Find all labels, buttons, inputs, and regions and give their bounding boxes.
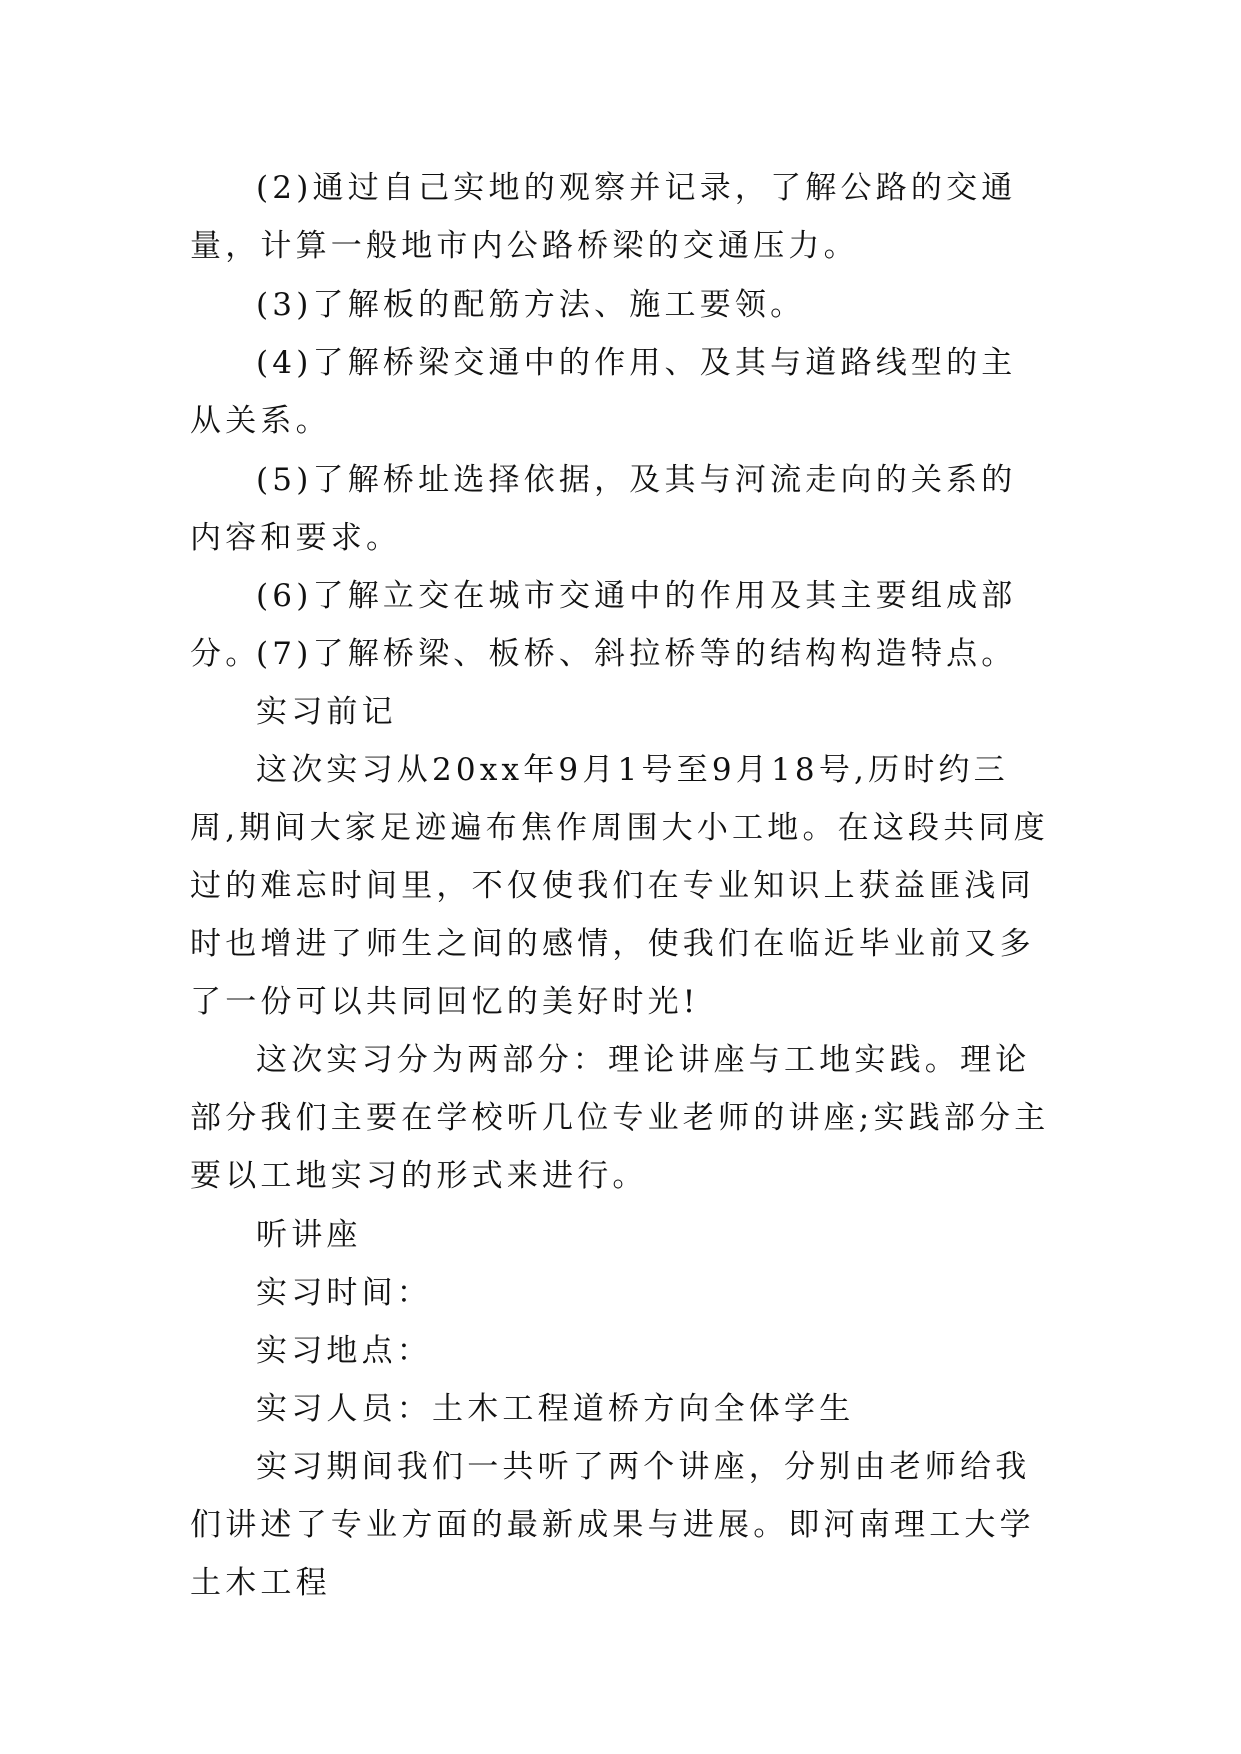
paragraph-objective-5: (5)了解桥址选择依据，及其与河流走向的关系的内容和要求。 <box>190 462 1017 556</box>
paragraph-objective-4: (4)了解桥梁交通中的作用、及其与道路线型的主从关系。 <box>190 345 1017 439</box>
paragraph-preface-intro: 这次实习从20xx年9月1号至9月18号,历时约三周,期间大家足迹遍布焦作周围大小工地。在这段共同度过的难忘时间里，不仅使我们在专业知识上获益匪浅同时也增进了师生之间的感情，使我们在临近毕业前又多了一份可以共同回忆的美好时光! <box>190 752 1049 1020</box>
field-internship-time: 实习时间： <box>256 1275 432 1311</box>
paragraph-objective-3: (3)了解板的配筋方法、施工要领。 <box>256 287 806 323</box>
section-heading-lectures: 听讲座 <box>256 1217 362 1253</box>
field-internship-location: 实习地点： <box>256 1333 432 1369</box>
paragraph-objective-2: (2)通过自己实地的观察并记录，了解公路的交通量，计算一般地市内公路桥梁的交通压力。 <box>190 170 1017 264</box>
paragraph-preface-structure: 这次实习分为两部分：理论讲座与工地实践。理论部分我们主要在学校听几位专业老师的讲座;实践部分主要以工地实习的形式来进行。 <box>190 1042 1050 1194</box>
paragraph-objective-6: (6)了解立交在城市交通中的作用及其主要组成部分。 <box>190 578 1017 672</box>
paragraph-lectures-summary: 实习期间我们一共听了两个讲座，分别由老师给我们讲述了专业方面的最新成果与进展。即河南理工大学土木工程 <box>190 1449 1035 1601</box>
section-heading-preface: 实习前记 <box>256 694 397 730</box>
field-internship-participants: 实习人员：土木工程道桥方向全体学生 <box>256 1391 855 1427</box>
paragraph-objective-7: (7)了解桥梁、板桥、斜拉桥等的结构构造特点。 <box>256 636 1017 672</box>
